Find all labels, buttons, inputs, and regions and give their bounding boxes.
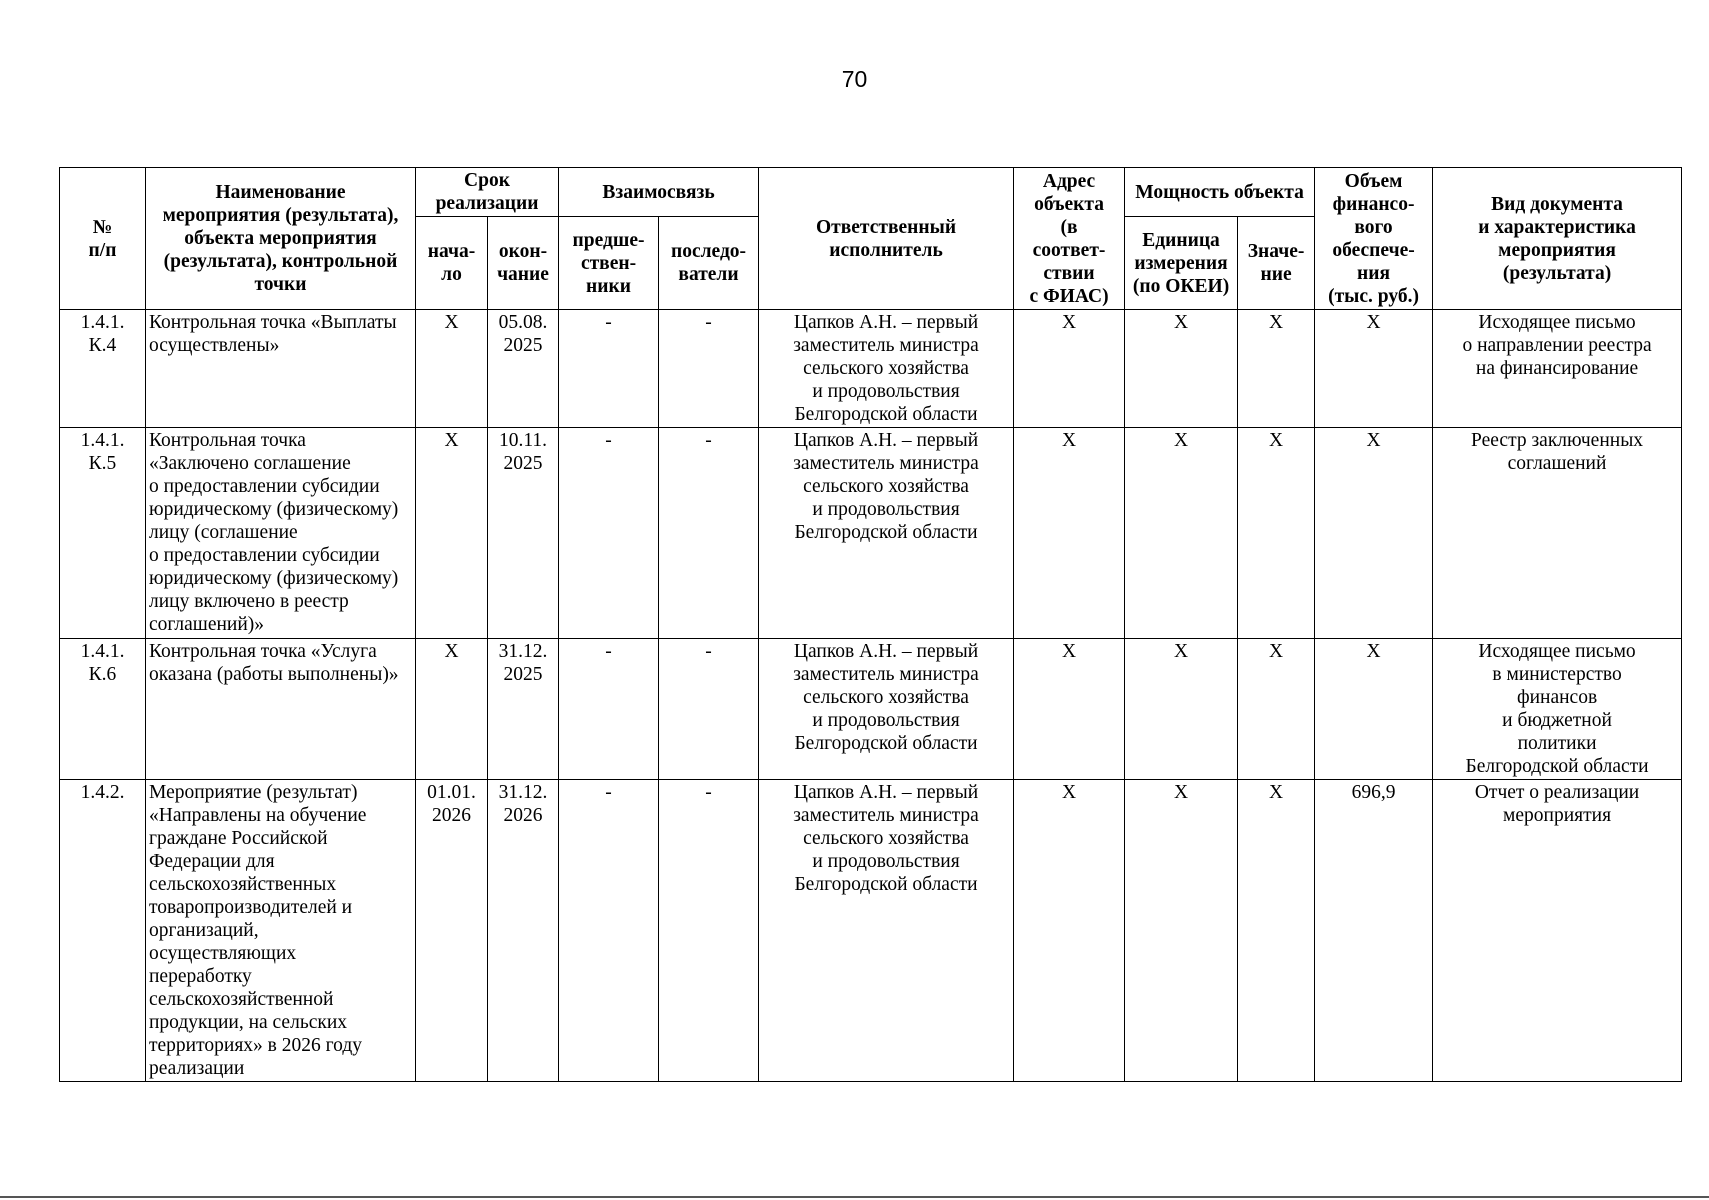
cell-end: 05.08. 2025 <box>488 310 559 428</box>
cell-address: X <box>1014 639 1125 780</box>
cell-unit: X <box>1125 310 1238 428</box>
cell-unit: X <box>1125 780 1238 1082</box>
header-doc: Вид документа и характеристика мероприятия (результата) <box>1433 168 1682 310</box>
header-num: № п/п <box>60 168 146 310</box>
cell-address: X <box>1014 780 1125 1082</box>
cell-doc: Реестр заключенных соглашений <box>1433 428 1682 639</box>
header-relation-prev: предше- ствен- ники <box>559 217 659 310</box>
header-finance: Объем финансо- вого обеспече- ния (тыс. руб.) <box>1315 168 1433 310</box>
cell-address: X <box>1014 310 1125 428</box>
cell-prev: - <box>559 639 659 780</box>
table-row <box>60 428 1682 639</box>
cell-doc: Исходящее письмо о направлении реестра на финансирование <box>1433 310 1682 428</box>
header-term: Срок реализации <box>416 168 559 217</box>
cell-name: Контрольная точка «Заключено соглашение о предоставлении субсидии юридическому (физическому) лицу (соглашение о предоставлении субсидии юридическому (физическому) лицу включено в реестр соглашений)» <box>146 428 416 639</box>
cell-finance: X <box>1315 639 1433 780</box>
cell-unit: X <box>1125 428 1238 639</box>
cell-num: 1.4.1. К.6 <box>60 639 146 780</box>
cell-doc: Отчет о реализации мероприятия <box>1433 780 1682 1082</box>
cell-next: - <box>659 780 759 1082</box>
cell-num: 1.4.1. К.4 <box>60 310 146 428</box>
page-number: 70 <box>841 66 868 92</box>
cell-value: X <box>1238 310 1315 428</box>
cell-unit: X <box>1125 639 1238 780</box>
cell-start: X <box>416 310 488 428</box>
header-capacity-unit: Единица измерения (по ОКЕИ) <box>1125 217 1238 310</box>
cell-prev: - <box>559 428 659 639</box>
cell-num: 1.4.2. <box>60 780 146 1082</box>
cell-end: 10.11. 2025 <box>488 428 559 639</box>
header-capacity-value: Значе- ние <box>1238 217 1315 310</box>
header-relation-next: последо- ватели <box>659 217 759 310</box>
cell-next: - <box>659 310 759 428</box>
cell-address: X <box>1014 428 1125 639</box>
cell-executor: Цапков А.Н. – первый заместитель министра сельского хозяйства и продовольствия Белгородской области <box>759 428 1014 639</box>
cell-start: 01.01. 2026 <box>416 780 488 1082</box>
cell-num: 1.4.1. К.5 <box>60 428 146 639</box>
cell-name: Контрольная точка «Услуга оказана (работы выполнены)» <box>146 639 416 780</box>
cell-finance: 696,9 <box>1315 780 1433 1082</box>
cell-value: X <box>1238 780 1315 1082</box>
cell-finance: X <box>1315 428 1433 639</box>
cell-end: 31.12. 2026 <box>488 780 559 1082</box>
table-header <box>60 168 1682 310</box>
header-term-end: окон- чание <box>488 217 559 310</box>
header-executor: Ответственный исполнитель <box>759 168 1014 310</box>
table-row <box>60 639 1682 780</box>
header-relation: Взаимосвязь <box>559 168 759 217</box>
cell-end: 31.12. 2025 <box>488 639 559 780</box>
header-name: Наименование мероприятия (результата), объекта мероприятия (результата), контрольной точки <box>146 168 416 310</box>
cell-start: X <box>416 639 488 780</box>
header-term-start: нача- ло <box>416 217 488 310</box>
cell-next: - <box>659 428 759 639</box>
cell-executor: Цапков А.Н. – первый заместитель министра сельского хозяйства и продовольствия Белгородской области <box>759 780 1014 1082</box>
cell-start: X <box>416 428 488 639</box>
header-address: Адрес объекта (в соответ- ствии с ФИАС) <box>1014 168 1125 310</box>
cell-value: X <box>1238 639 1315 780</box>
cell-next: - <box>659 639 759 780</box>
cell-finance: X <box>1315 310 1433 428</box>
cell-prev: - <box>559 780 659 1082</box>
table-row <box>60 780 1682 1082</box>
activities-table <box>59 167 1682 1082</box>
scan-edge-divider <box>0 1196 1709 1198</box>
cell-value: X <box>1238 428 1315 639</box>
header-capacity: Мощность объекта <box>1125 168 1315 217</box>
cell-executor: Цапков А.Н. – первый заместитель министра сельского хозяйства и продовольствия Белгородской области <box>759 639 1014 780</box>
cell-prev: - <box>559 310 659 428</box>
cell-executor: Цапков А.Н. – первый заместитель министра сельского хозяйства и продовольствия Белгородской области <box>759 310 1014 428</box>
cell-name: Мероприятие (результат) «Направлены на обучение граждане Российской Федерации для сельскохозяйственных товаропроизводителей и организаций, осуществляющих переработку сельскохозяйственной продукции, на сельских территориях» в 2026 году реализации <box>146 780 416 1082</box>
cell-doc: Исходящее письмо в министерство финансов и бюджетной политики Белгородской области <box>1433 639 1682 780</box>
cell-name: Контрольная точка «Выплаты осуществлены» <box>146 310 416 428</box>
table-row <box>60 310 1682 428</box>
